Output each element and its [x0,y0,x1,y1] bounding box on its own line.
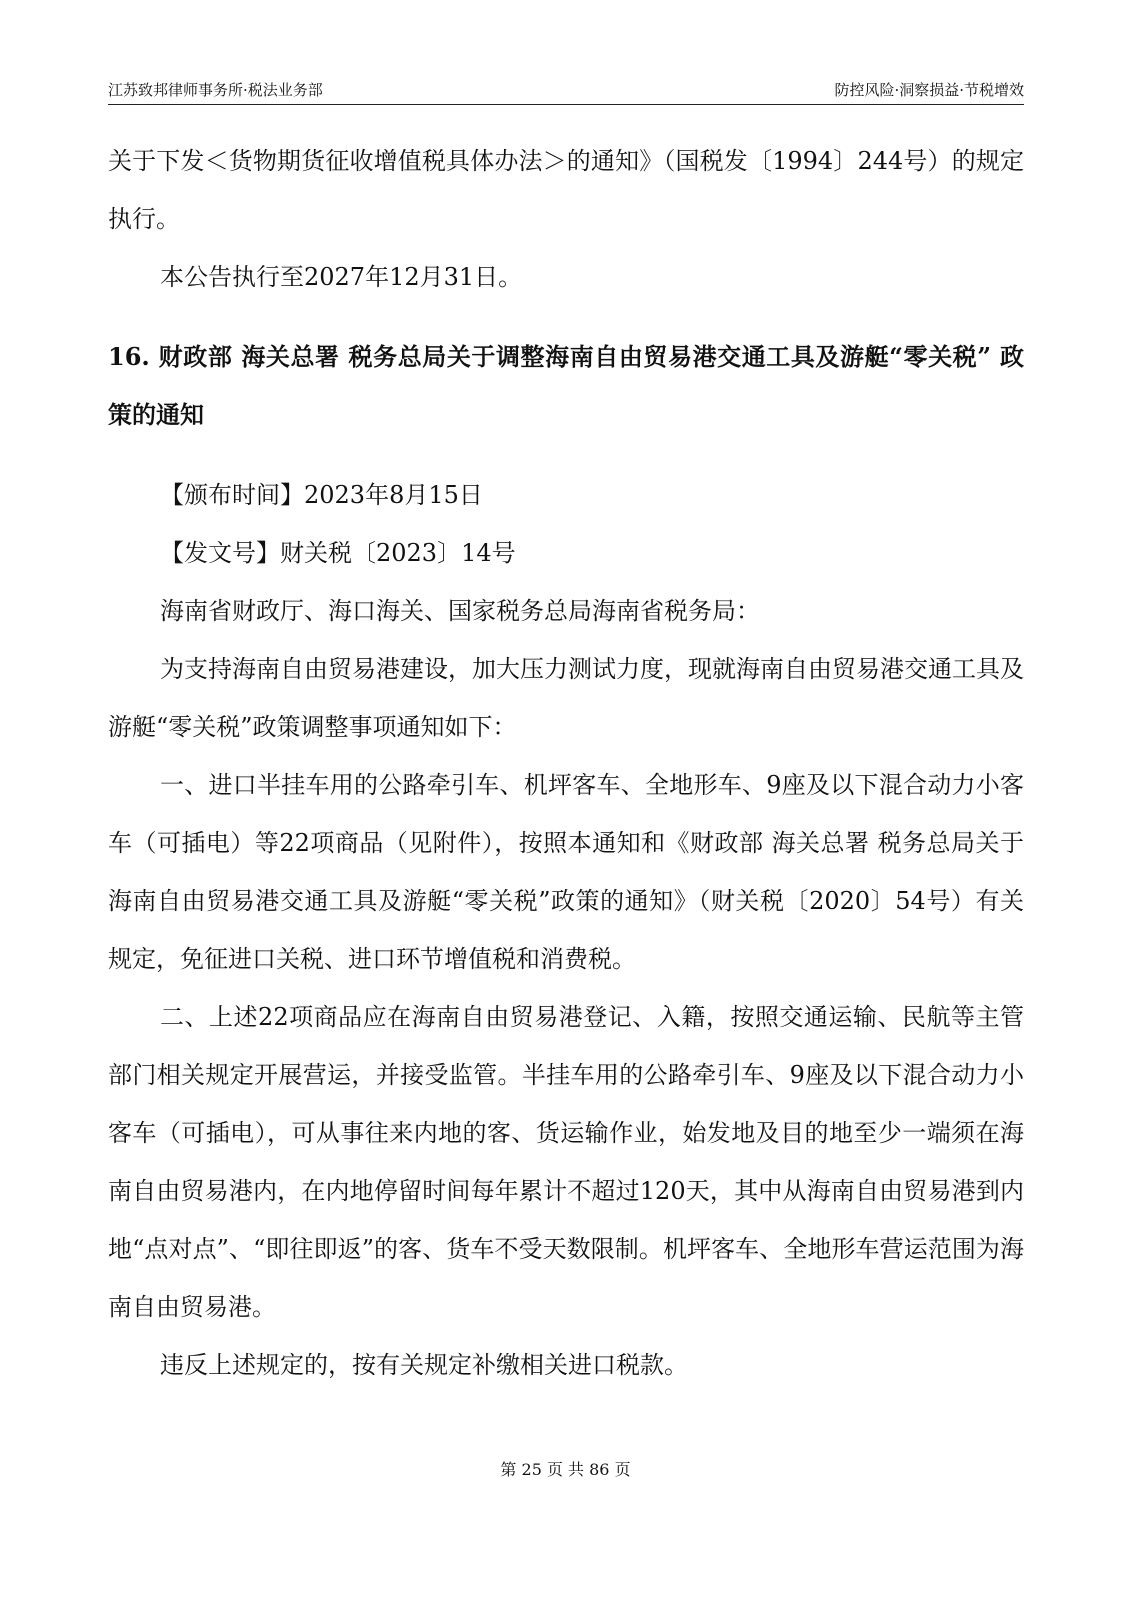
page-number: 第 25 页 共 86 页 [500,1460,631,1479]
document-number: 【发文号】财关税〔2023〕14号 [160,539,516,567]
section-heading: 16. 财政部 海关总署 税务总局关于调整海南自由贸易港交通工具及游艇“零关税” 政策的通知 [108,342,1024,429]
paragraph-effective-period: 本公告执行至2027年12月31日。 [160,263,523,291]
header-firm-name: 江苏致邦律师事务所·税法业务部 [108,81,323,99]
paragraph-item-two: 二、上述22项商品应在海南自由贸易港登记、入籍，按照交通运输、民航等主管部门相关规定开展营运，并接受监管。半挂车用的公路牵引车、9座及以下混合动力小客车（可插电），可从事往来内地的客、货运输作业，始发地及目的地至少一端须在海南自由贸易港内，在内地停留时间每年累计不超过120天，其中从海南自由贸易港到内地“点对点”、“即往即返”的客、货车不受天数限制。机坪客车、全地形车营运范围为海南自由贸易港。 [108,1003,1024,1321]
paragraph-intro: 为支持海南自由贸易港建设，加大压力测试力度，现就海南自由贸易港交通工具及游艇“零关税”政策调整事项通知如下： [108,655,1024,741]
paragraph-continuation: 关于下发＜货物期货征收增值税具体办法＞的通知》（国税发〔1994〕244号）的规定执行。 [108,147,1024,233]
document-body [108,132,1024,1394]
header-slogan: 防控风险·洞察损益·节税增效 [834,81,1024,99]
paragraph-item-one: 一、进口半挂车用的公路牵引车、机坪客车、全地形车、9座及以下混合动力小客车（可插电）等22项商品（见附件），按照本通知和《财政部 海关总署 税务总局关于海南自由贸易港交通工具及游艇“零关税”政策的通知》（财关税〔2020〕54号）有关规定，免征进口关税、进口环节增值税和消费税。 [108,771,1024,973]
paragraph-penalty: 违反上述规定的，按有关规定补缴相关进口税款。 [160,1351,688,1379]
page-header [108,78,1024,105]
issue-date: 【颁布时间】2023年8月15日 [160,481,483,509]
addressee: 海南省财政厅、海口海关、国家税务总局海南省税务局： [160,597,760,625]
